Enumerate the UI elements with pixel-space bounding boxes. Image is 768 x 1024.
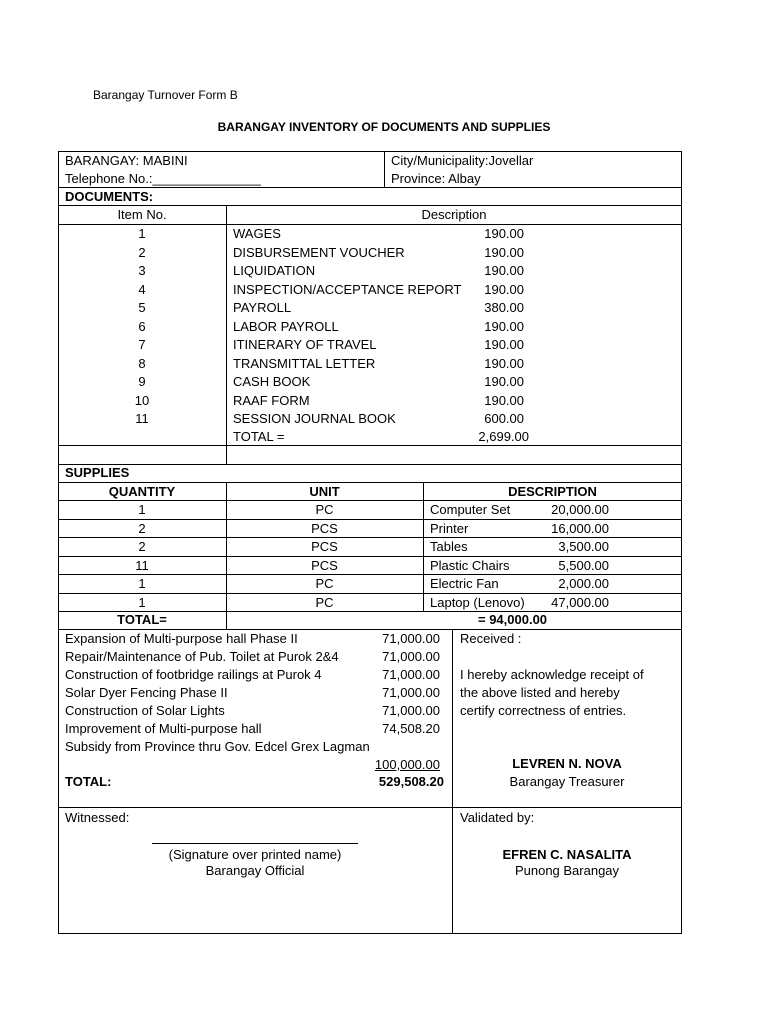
project-name: Repair/Maintenance of Pub. Toilet at Purok 2&4: [65, 649, 339, 664]
col-quantity: QUANTITY: [108, 484, 176, 499]
doc-item-no: 7: [138, 337, 146, 352]
doc-item-name: RAAF FORM: [233, 392, 310, 408]
doc-item-name: LIQUIDATION: [233, 263, 316, 278]
project-name: Construction of Solar Lights: [65, 703, 225, 718]
acknowledge-text: I hereby acknowledge receipt of: [460, 667, 644, 682]
signature-line: [152, 843, 358, 844]
telephone-field: Telephone No.:_______________: [65, 171, 261, 186]
doc-item-name: CASH BOOK: [233, 374, 311, 389]
province: Province: Albay: [391, 171, 481, 186]
supply-description: Laptop (Lenovo): [430, 594, 525, 610]
supply-unit: PCS: [311, 557, 338, 573]
project-amount: 71,000.00: [382, 667, 440, 682]
doc-item-name: DISBURSEMENT VOUCHER: [233, 244, 405, 260]
doc-item-amount: 190.00: [484, 392, 524, 408]
project-name: Subsidy from Province thru Gov. Edcel Grex Lagman: [65, 739, 370, 754]
col-item-no: Item No.: [117, 207, 167, 222]
project-amount: 100,000.00: [374, 757, 440, 772]
doc-item-amount: 600.00: [484, 411, 524, 426]
doc-item-amount: 190.00: [484, 281, 524, 297]
doc-item-no: 5: [138, 300, 146, 315]
doc-item-no: 4: [138, 281, 146, 297]
supply-amount: 3,500.00: [558, 539, 609, 554]
doc-item-name: LABOR PAYROLL: [233, 318, 339, 334]
supply-amount: 16,000.00: [551, 520, 609, 536]
doc-item-no: 11: [135, 411, 149, 426]
acknowledge-text: the above listed and hereby: [460, 685, 620, 700]
supply-amount: 5,500.00: [558, 557, 609, 573]
doc-item-amount: 190.00: [484, 337, 524, 352]
witness-position: Barangay Official: [205, 863, 305, 878]
supply-quantity: 11: [135, 557, 149, 573]
treasurer-position: Barangay Treasurer: [509, 774, 625, 789]
supply-unit: PCS: [311, 539, 338, 554]
doc-item-amount: 190.00: [484, 244, 524, 260]
doc-item-no: 1: [138, 226, 146, 241]
supply-description: Electric Fan: [430, 576, 499, 591]
page-title: BARANGAY INVENTORY OF DOCUMENTS AND SUPPLIES: [217, 120, 551, 134]
doc-item-name: SESSION JOURNAL BOOK: [233, 411, 396, 426]
supply-amount: 47,000.00: [551, 594, 609, 610]
doc-item-no: 3: [138, 263, 146, 278]
doc-item-amount: 190.00: [484, 263, 524, 278]
validator-name: EFREN C. NASALITA: [502, 847, 632, 862]
supply-unit: PC: [315, 576, 334, 591]
supply-amount: 2,000.00: [558, 576, 609, 591]
documents-total-value: 2,699.00: [478, 429, 529, 444]
supply-description: Printer: [430, 520, 469, 536]
projects-total-label: TOTAL:: [65, 774, 112, 789]
project-name: Expansion of Multi-purpose hall Phase II: [65, 631, 298, 646]
supply-unit: PC: [315, 502, 334, 517]
doc-item-amount: 190.00: [484, 355, 524, 371]
projects-total-value: 529,508.20: [378, 774, 444, 789]
doc-item-no: 6: [138, 318, 146, 334]
supply-quantity: 2: [138, 520, 146, 536]
doc-item-no: 10: [134, 392, 150, 408]
project-amount: 71,000.00: [382, 649, 440, 664]
project-amount: 71,000.00: [382, 685, 440, 700]
supply-quantity: 2: [138, 539, 146, 554]
supplies-total-label: TOTAL=: [117, 612, 167, 627]
supply-unit: PC: [315, 594, 334, 610]
doc-item-amount: 190.00: [484, 226, 524, 241]
validator-position: Punong Barangay: [514, 863, 620, 878]
supplies-heading: SUPPLIES: [65, 465, 130, 480]
documents-heading: DOCUMENTS:: [65, 189, 154, 204]
project-name: Improvement of Multi-purpose hall: [65, 721, 262, 736]
supply-description: Plastic Chairs: [430, 557, 510, 573]
doc-item-name: WAGES: [233, 226, 281, 241]
supply-description: Tables: [430, 539, 468, 554]
doc-item-no: 9: [138, 374, 146, 389]
col-unit: UNIT: [309, 484, 340, 499]
doc-item-name: INSPECTION/ACCEPTANCE REPORT: [233, 281, 462, 297]
barangay-name: BARANGAY: MABINI: [65, 153, 188, 168]
doc-item-no: 8: [138, 355, 146, 371]
doc-item-amount: 190.00: [484, 374, 524, 389]
project-amount: 74,508.20: [382, 721, 440, 736]
supply-quantity: 1: [138, 576, 146, 591]
documents-total-label: TOTAL =: [233, 429, 285, 444]
supplies-total-value: = 94,000.00: [478, 612, 548, 627]
project-amount: 71,000.00: [382, 631, 440, 646]
supply-amount: 20,000.00: [551, 502, 609, 517]
col-desc: DESCRIPTION: [508, 484, 597, 499]
signature-caption: (Signature over printed name): [168, 847, 342, 862]
supply-description: Computer Set: [430, 502, 511, 517]
doc-item-amount: 380.00: [484, 300, 524, 315]
project-amount: 71,000.00: [382, 703, 440, 718]
doc-item-name: ITINERARY OF TRAVEL: [233, 337, 377, 352]
form-label: Barangay Turnover Form B: [93, 88, 238, 102]
project-name: Construction of footbridge railings at Purok 4: [65, 667, 322, 682]
supply-unit: PCS: [311, 520, 338, 536]
doc-item-no: 2: [138, 244, 146, 260]
acknowledge-text: certify correctness of entries.: [460, 703, 627, 718]
validated-label: Validated by:: [460, 810, 535, 825]
doc-item-name: TRANSMITTAL LETTER: [233, 355, 376, 371]
project-name: Solar Dyer Fencing Phase II: [65, 685, 228, 700]
doc-item-name: PAYROLL: [233, 300, 292, 315]
received-label: Received :: [460, 631, 522, 646]
city-municipality: City/Municipality:Jovellar: [391, 153, 534, 168]
witnessed-label: Witnessed:: [65, 810, 130, 825]
col-description: Description: [421, 207, 487, 222]
supply-quantity: 1: [138, 502, 146, 517]
doc-item-amount: 190.00: [484, 318, 524, 334]
treasurer-name: LEVREN N. NOVA: [512, 756, 622, 771]
supply-quantity: 1: [138, 594, 146, 610]
